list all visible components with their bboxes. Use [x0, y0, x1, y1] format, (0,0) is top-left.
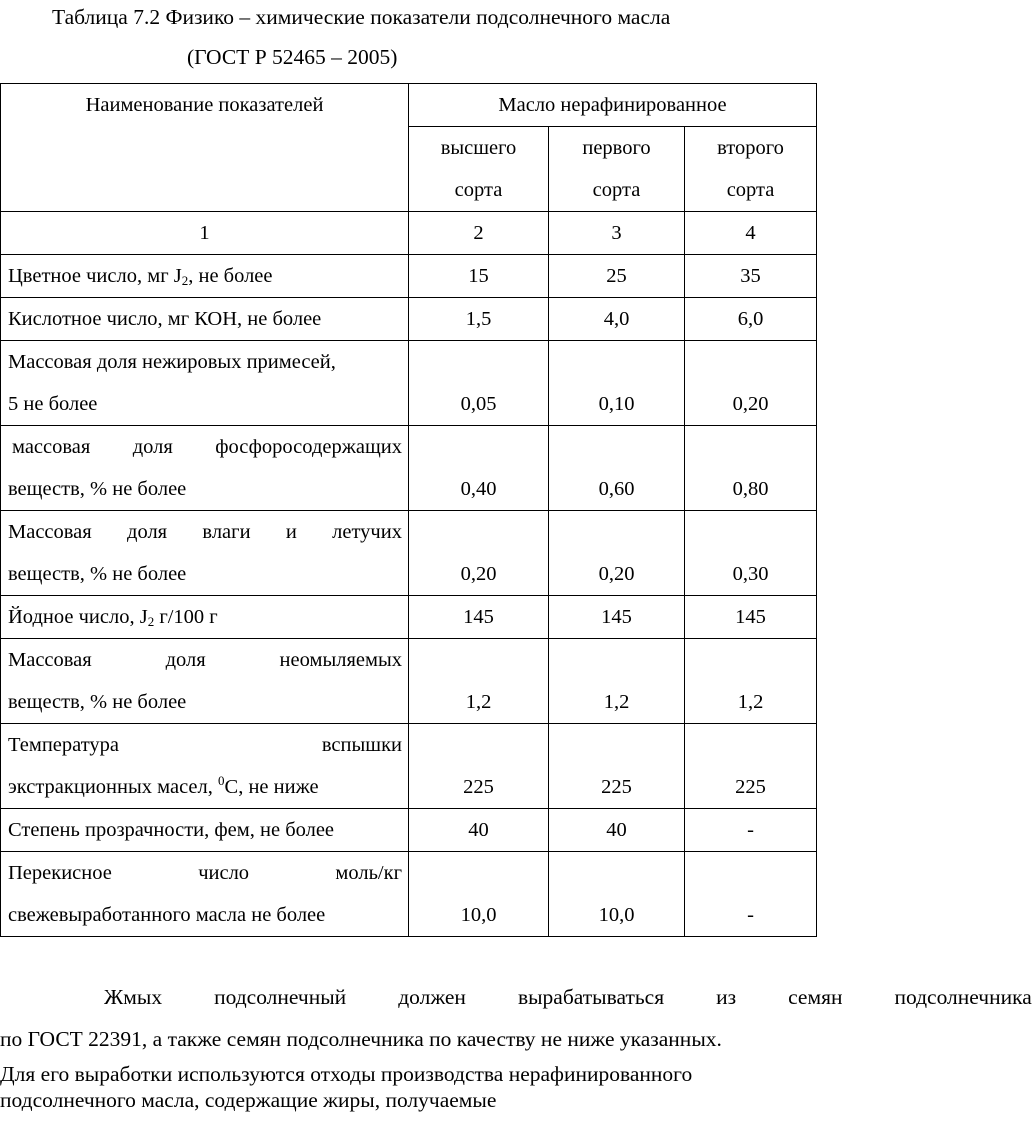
value-second: -	[685, 852, 817, 937]
value-second: 0,30	[685, 511, 817, 596]
indicator-name: Цветное число, мг $J_2$, не более	[1, 255, 409, 298]
body-paragraph-line: подсолнечного масла, содержащие жиры, получаемые	[0, 1088, 497, 1112]
indicator-name: Перекисное число моль/кг свежевыработанного масла не более	[1, 852, 409, 937]
value-second: 225	[685, 724, 817, 809]
table-row	[1, 596, 817, 639]
header-grade-second	[685, 127, 817, 212]
header-indicator-name: Наименование показателей	[1, 84, 409, 212]
value-second: 0,80	[685, 426, 817, 511]
value-second: 6,0	[685, 298, 817, 341]
indicator-name: Температура вспышки экстракционных масел, $^0$С, не ниже	[1, 724, 409, 809]
table-row	[1, 639, 817, 724]
column-number: 3	[549, 212, 685, 255]
body-paragraph-continued	[0, 1061, 812, 1113]
value-second: -	[685, 809, 817, 852]
grade-line2: сорта	[454, 179, 503, 201]
oil-indicators-table	[0, 83, 817, 937]
value-first: 0,10	[549, 341, 685, 426]
grade-line2: сорта	[592, 179, 641, 201]
table-row	[1, 852, 817, 937]
value-premium: 40	[409, 809, 549, 852]
table-row	[1, 724, 817, 809]
table-caption: Таблица 7.2 Физико – химические показатели подсолнечного масла	[52, 5, 671, 29]
table-row	[1, 255, 817, 298]
header-grade-first	[549, 127, 685, 212]
table-row	[1, 809, 817, 852]
value-premium: 0,40	[409, 426, 549, 511]
value-premium: 1,2	[409, 639, 549, 724]
indicator-name: Йодное число, $J_2$ г/100 г	[1, 596, 409, 639]
body-paragraph-line: Для его выработки используются отходы производства нерафинированного	[0, 1062, 693, 1086]
indicator-name: Массовая доля нежировых примесей, 5 не более	[1, 341, 409, 426]
value-first: 4,0	[549, 298, 685, 341]
grade-line1: высшего	[440, 137, 517, 159]
table-row	[1, 298, 817, 341]
value-first: 10,0	[549, 852, 685, 937]
indicator-name: Кислотное число, мг КОН, не более	[1, 298, 409, 341]
table-caption-standard: (ГОСТ Р 52465 – 2005)	[187, 45, 398, 69]
value-premium: 225	[409, 724, 549, 809]
grade-line1: первого	[582, 137, 651, 159]
value-premium: 0,20	[409, 511, 549, 596]
value-first: 1,2	[549, 639, 685, 724]
value-second: 0,20	[685, 341, 817, 426]
value-premium: 1,5	[409, 298, 549, 341]
value-premium: 10,0	[409, 852, 549, 937]
value-premium: 0,05	[409, 341, 549, 426]
value-first: 25	[549, 255, 685, 298]
value-first: 0,60	[549, 426, 685, 511]
body-paragraph: Жмых подсолнечный должен вырабатываться из семян подсолнечника по ГОСТ 22391, а также семян подсолнечника по качеству не ниже указанных.	[0, 976, 812, 1060]
column-number: 2	[409, 212, 549, 255]
column-number: 1	[1, 212, 409, 255]
column-number-row	[1, 212, 817, 255]
value-second: 1,2	[685, 639, 817, 724]
table-row	[1, 426, 817, 511]
body-paragraph-line: по ГОСТ 22391, а также семян подсолнечника по качеству не ниже указанных.	[0, 1027, 722, 1051]
value-first: 40	[549, 809, 685, 852]
table-row	[1, 511, 817, 596]
header-grade-premium	[409, 127, 549, 212]
value-second: 145	[685, 596, 817, 639]
table-row	[1, 341, 817, 426]
value-premium: 15	[409, 255, 549, 298]
value-second: 35	[685, 255, 817, 298]
indicator-name: Массовая доля неомыляемых веществ, % не более	[1, 639, 409, 724]
grade-line2: сорта	[726, 179, 775, 201]
header-unrefined-oil: Масло нерафинированное	[409, 84, 817, 127]
value-first: 145	[549, 596, 685, 639]
indicator-name: Степень прозрачности, фем, не более	[1, 809, 409, 852]
value-first: 225	[549, 724, 685, 809]
value-first: 0,20	[549, 511, 685, 596]
column-number: 4	[685, 212, 817, 255]
indicator-name: Массовая доля влаги и летучих веществ, % не более	[1, 511, 409, 596]
indicator-name: массовая доля фосфоросодержащих веществ, % не более	[1, 426, 409, 511]
value-premium: 145	[409, 596, 549, 639]
grade-line1: второго	[717, 137, 784, 159]
